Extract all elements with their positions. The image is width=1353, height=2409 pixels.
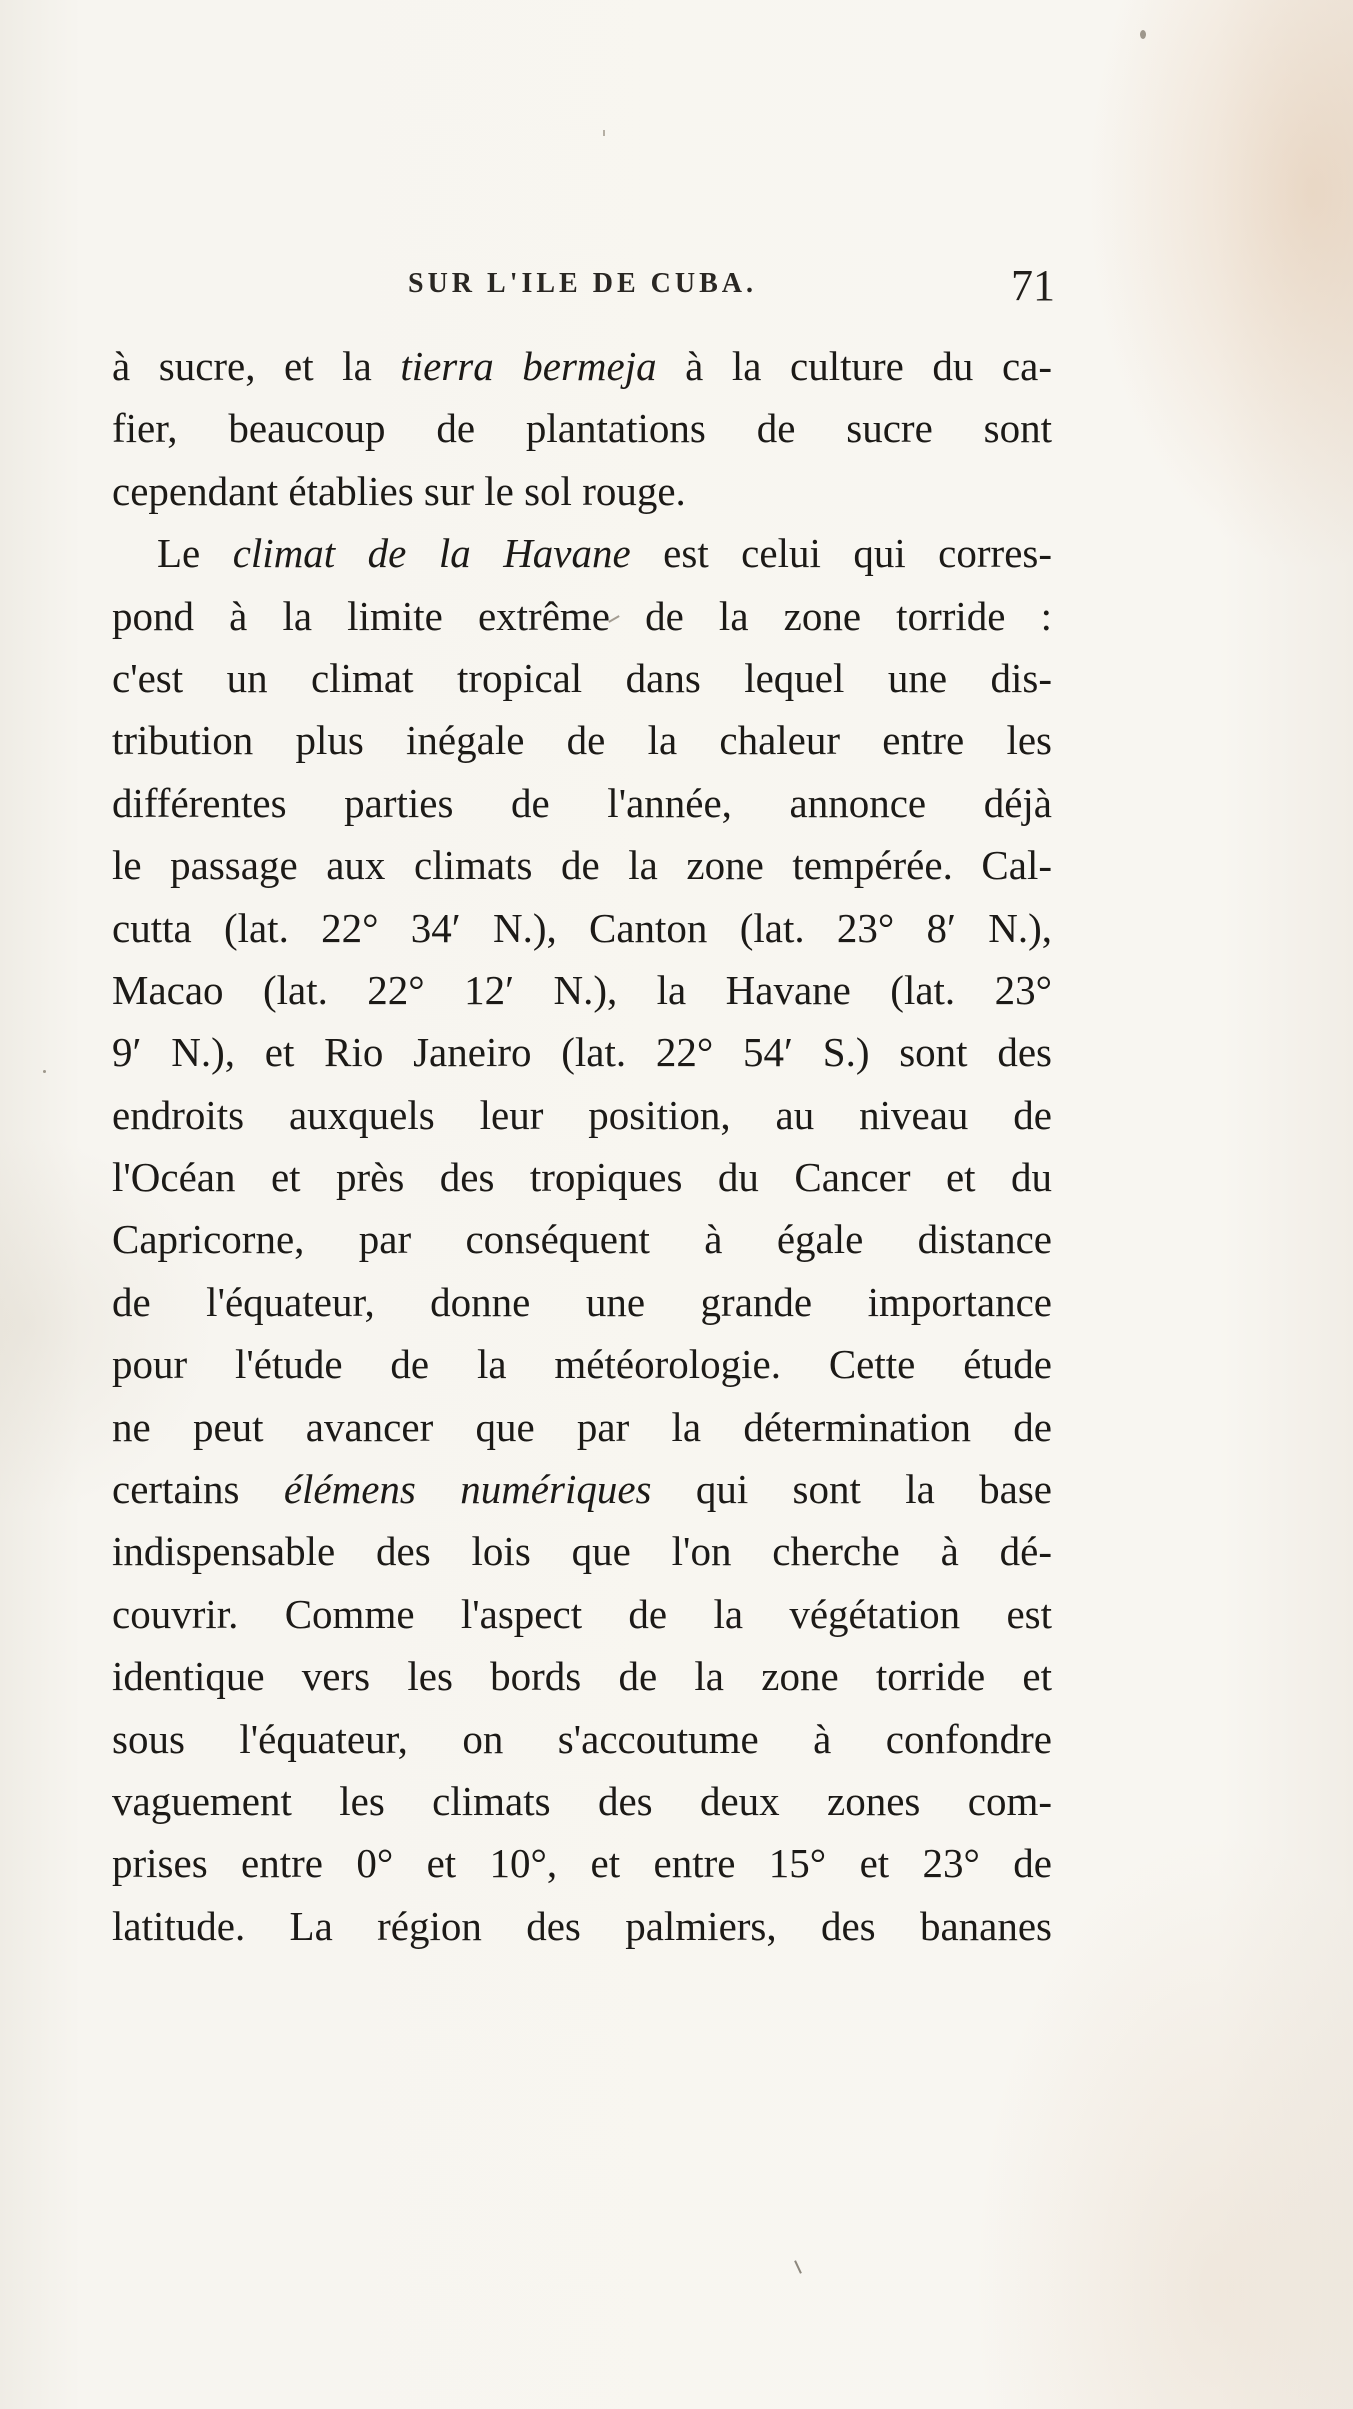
page-header <box>110 261 1055 318</box>
text-run: est celui qui corres- <box>630 530 1052 577</box>
text-line <box>112 709 1052 771</box>
page-number: 71 <box>1011 261 1055 310</box>
text-line <box>112 897 1052 959</box>
text-run: qui sont la base <box>651 1466 1052 1513</box>
text-line <box>112 585 1052 647</box>
text-line <box>112 1770 1052 1832</box>
paper-speck <box>43 1070 46 1073</box>
text-line <box>112 1208 1052 1270</box>
text-run: prises entre 0° et 10°, et entre 15° et 23° de <box>112 1840 1052 1887</box>
text-run: Macao (lat. 22° 12′ N.), la Havane (lat. 23° <box>112 966 1052 1013</box>
text-run: couvrir. Comme l'aspect de la végétation est <box>112 1590 1052 1637</box>
paper-speck <box>603 130 605 136</box>
text-line <box>112 1021 1052 1083</box>
text-run: cependant établies sur le sol rouge. <box>112 467 686 514</box>
italic-phrase: élémens numériques <box>283 1466 652 1513</box>
text-line <box>112 397 1052 459</box>
text-line <box>112 834 1052 896</box>
text-run: certains <box>112 1466 284 1513</box>
text-run: sous l'équateur, on s'accoutume à confondre <box>112 1715 1052 1762</box>
text-line <box>112 1895 1052 1957</box>
text-run: indispensable des lois que l'on cherche à dé- <box>112 1528 1052 1575</box>
text-run: à sucre, et la <box>112 343 401 389</box>
text-line <box>112 460 1052 522</box>
text-line <box>112 522 1052 584</box>
text-run: 9′ N.), et Rio Janeiro (lat. 22° 54′ S.) sont des <box>112 1029 1052 1076</box>
text-run: le passage aux climats de la zone tempérée. Cal- <box>112 842 1052 889</box>
text-run: Capricorne, par conséquent à égale distance <box>112 1216 1052 1263</box>
italic-phrase: tierra bermeja <box>400 343 657 389</box>
text-run: endroits auxquels leur position, au niveau de <box>112 1091 1052 1138</box>
text-line <box>112 335 1052 397</box>
text-run: identique vers les bords de la zone torride et <box>112 1653 1052 1700</box>
text-line <box>112 1146 1052 1208</box>
text-line <box>112 647 1052 709</box>
text-line <box>112 1708 1052 1770</box>
text-run: différentes parties de l'année, annonce déjà <box>112 779 1052 826</box>
text-line <box>112 772 1052 834</box>
text-run: ne peut avancer que par la détermination de <box>112 1403 1052 1450</box>
text-run: Le <box>157 530 233 577</box>
text-line <box>112 1084 1052 1146</box>
text-line <box>112 959 1052 1021</box>
text-run: à la culture du ca- <box>656 343 1052 389</box>
paper-speck <box>1140 30 1146 39</box>
text-line <box>112 1333 1052 1395</box>
text-run: tribution plus inégale de la chaleur entre les <box>112 717 1052 764</box>
italic-phrase: climat de la Havane <box>232 530 631 577</box>
text-run: pond à la limite extrême de la zone torride : <box>112 592 1052 639</box>
text-line <box>112 1396 1052 1458</box>
text-line <box>112 1583 1052 1645</box>
text-run: c'est un climat tropical dans lequel une dis- <box>112 654 1052 701</box>
running-head: SUR L'ILE DE CUBA. <box>408 268 757 299</box>
text-run: fier, beaucoup de plantations de sucre sont <box>112 405 1052 452</box>
text-run: cutta (lat. 22° 34′ N.), Canton (lat. 23° 8′ N.), <box>112 904 1052 951</box>
text-run: latitude. La région des palmiers, des bananes <box>112 1902 1052 1949</box>
text-line <box>112 1645 1052 1707</box>
text-run: vaguement les climats des deux zones com- <box>112 1777 1052 1824</box>
text-line <box>112 1458 1052 1520</box>
text-run: pour l'étude de la météorologie. Cette étude <box>112 1341 1052 1388</box>
text-run: l'Océan et près des tropiques du Cancer et du <box>112 1154 1052 1201</box>
text-line <box>112 1271 1052 1333</box>
text-line <box>112 1520 1052 1582</box>
body-text <box>112 335 1052 1957</box>
paper-speck <box>794 2260 802 2274</box>
text-line <box>112 1832 1052 1894</box>
text-run: de l'équateur, donne une grande importance <box>112 1278 1052 1325</box>
